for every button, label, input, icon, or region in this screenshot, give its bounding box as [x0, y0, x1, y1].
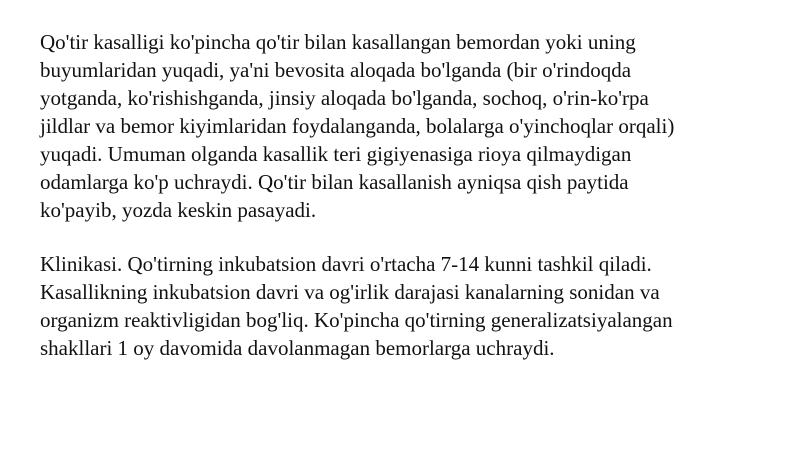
- text-line: jildlar va bemor kiyimlaridan foydalanganda, bolalarga o'yinchoqlar orqali): [40, 114, 675, 138]
- text-line: organizm reaktivligidan bog'liq. Ko'pincha qo'tirning generalizatsiyalangan: [40, 308, 673, 332]
- paragraph-clinic: [40, 250, 780, 362]
- paragraph-transmission: [40, 28, 780, 224]
- text-line: shakllari 1 oy davomida davolanmagan bemorlarga uchraydi.: [40, 336, 555, 360]
- text-line: odamlarga ko'p uchraydi. Qo'tir bilan kasallanish ayniqsa qish paytida: [40, 170, 629, 194]
- text-line: Qo'tir kasalligi ko'pincha qo'tir bilan kasallangan bemordan yoki uning: [40, 30, 636, 54]
- text-line: ko'payib, yozda keskin pasayadi.: [40, 198, 317, 222]
- text-line: yotganda, ko'rishishganda, jinsiy aloqada bo'lganda, sochoq, o'rin-ko'rpa: [40, 86, 649, 110]
- text-line: Kasallikning inkubatsion davri va og'irlik darajasi kanalarning sonidan va: [40, 280, 660, 304]
- text-line: Klinikasi. Qo'tirning inkubatsion davri o'rtacha 7-14 kunni tashkil qiladi.: [40, 252, 652, 276]
- text-line: buyumlaridan yuqadi, ya'ni bevosita aloqada bo'lganda (bir o'rindoqda: [40, 58, 632, 82]
- text-line: yuqadi. Umuman olganda kasallik teri gigiyenasiga rioya qilmaydigan: [40, 142, 632, 166]
